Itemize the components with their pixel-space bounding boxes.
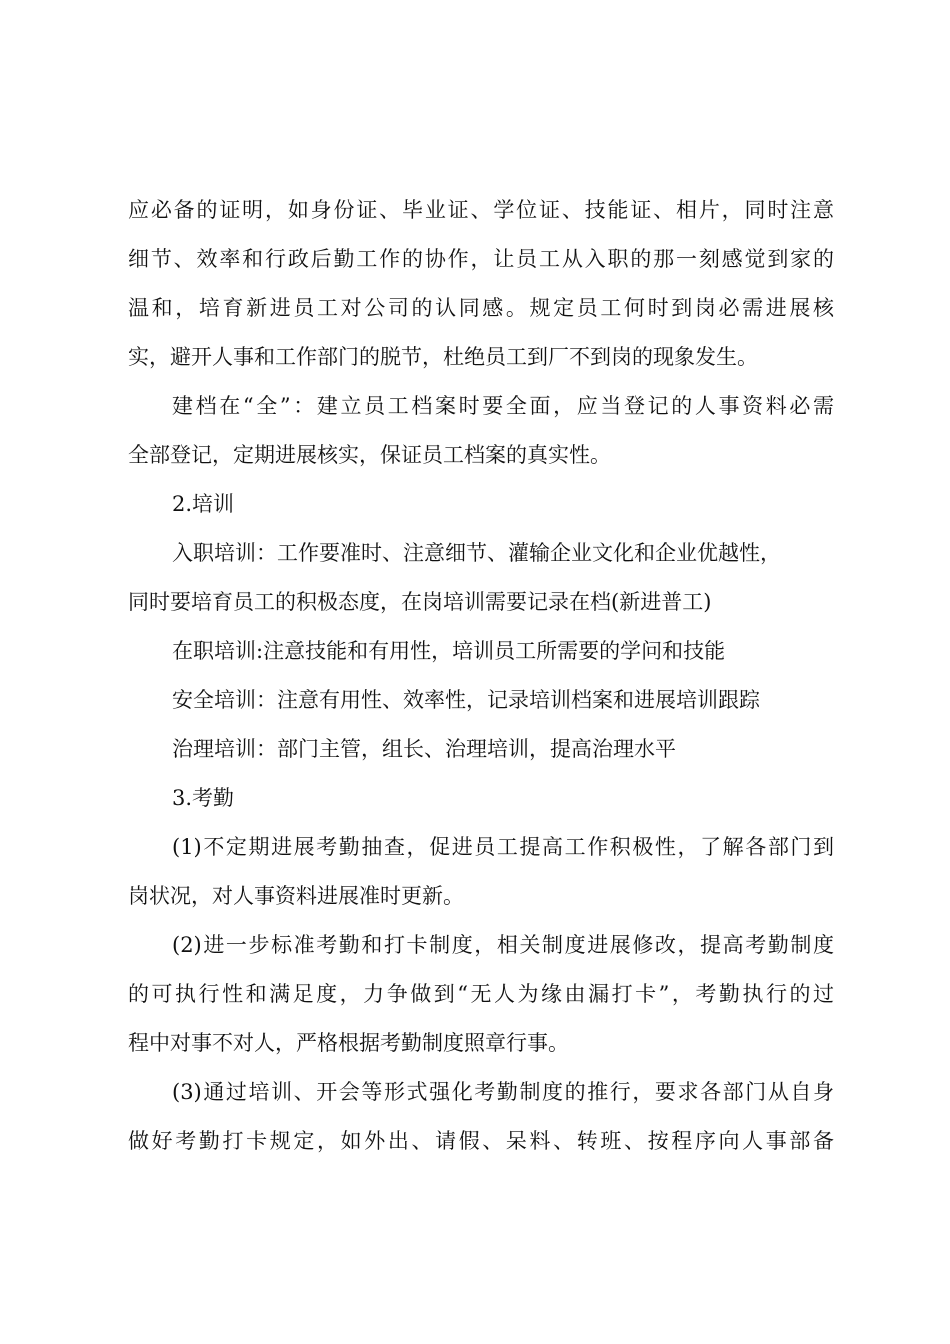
paragraph-attendance-2: [128, 921, 834, 1068]
text-line: 安全培训：注意有用性、效率性，记录培训档案和进展培训跟踪: [172, 688, 760, 712]
paragraph-onjob-training: [128, 627, 834, 676]
document-body: [128, 186, 834, 1166]
paragraph-safety-training: [128, 676, 834, 725]
paragraph-attendance-1: [128, 823, 834, 921]
text-line: 建档在“全”：建立员工档案时要全面，应当登记的人事资料必需: [172, 394, 834, 418]
text-line: (1)不定期进展考勤抽查，促进员工提高工作积极性，了解各部门到: [172, 835, 834, 859]
text-line: (2)进一步标准考勤和打卡制度，相关制度进展修改，提高考勤制度: [172, 933, 834, 957]
text-line: 治理培训：部门主管，组长、治理培训，提高治理水平: [172, 737, 676, 761]
text-line: 温和，培育新进员工对公司的认同感。规定员工何时到岗必需进展核: [128, 296, 834, 320]
text-line: 岗状况，对人事资料进展准时更新。: [128, 884, 464, 908]
section-heading-training: [128, 480, 834, 529]
text-line: 在职培训:注意技能和有用性，培训员工所需要的学问和技能: [172, 639, 726, 663]
section-heading-attendance: [128, 774, 834, 823]
text-line: (3)通过培训、开会等形式强化考勤制度的推行，要求各部门从自身: [172, 1080, 834, 1104]
text-line: 应必备的证明，如身份证、毕业证、学位证、技能证、相片，同时注意: [128, 198, 834, 222]
paragraph-management-training: [128, 725, 834, 774]
text-line: 全部登记，定期进展核实，保证员工档案的真实性。: [128, 443, 611, 467]
text-line: 实，避开人事和工作部门的脱节，杜绝员工到厂不到岗的现象发生。: [128, 345, 758, 369]
paragraph-attendance-3: [128, 1068, 834, 1166]
text-line: 入职培训：工作要准时、注意细节、灌输企业文化和企业优越性，: [172, 541, 781, 565]
text-line: 做好考勤打卡规定，如外出、请假、呆料、转班、按程序向人事部备: [128, 1129, 834, 1153]
paragraph-entry-training: [128, 529, 834, 627]
text-line: 程中对事不对人，严格根据考勤制度照章行事。: [128, 1031, 569, 1055]
paragraph-onboarding-continued: [128, 186, 834, 382]
paragraph-archive: [128, 382, 834, 480]
text-line: 同时要培育员工的积极态度，在岗培训需要记录在档(新进普工): [128, 590, 712, 614]
text-line: 细节、效率和行政后勤工作的协作，让员工从入职的那一刻感觉到家的: [128, 247, 834, 271]
section-heading: 3.考勤: [172, 786, 235, 810]
section-heading: 2.培训: [172, 492, 235, 516]
text-line: 的可执行性和满足度，力争做到“无人为缘由漏打卡”，考勤执行的过: [128, 982, 834, 1006]
